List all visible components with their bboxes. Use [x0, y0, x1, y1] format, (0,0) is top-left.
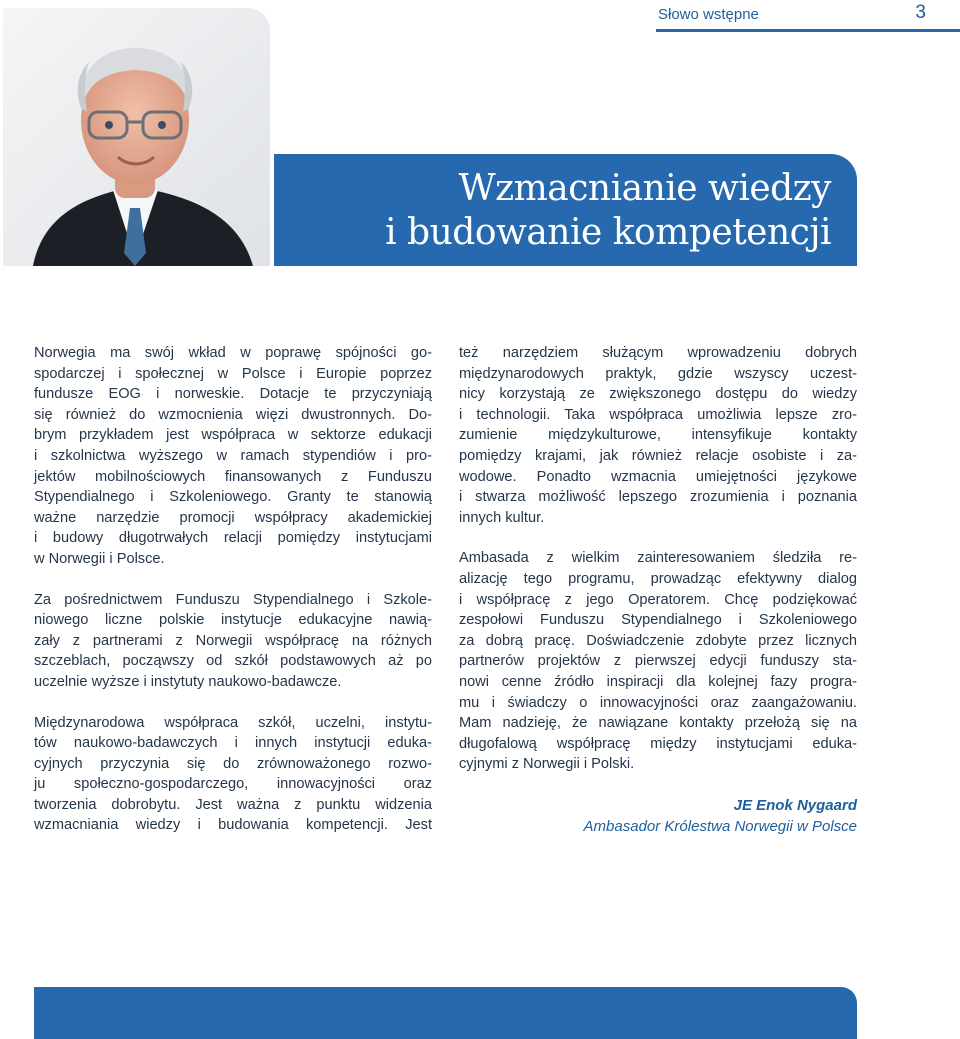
text-line: spodarczej i społecznej w Polsce i Europie poprzez: [34, 365, 432, 382]
text-line: cyjnych przyczynia się do zrównoważonego rozwo-: [34, 755, 432, 772]
text-line: Za pośrednictwem Funduszu Stypendialnego i Szkole-: [34, 591, 432, 608]
text-line: brym przykładem jest współpraca w sektorze edukacji: [34, 427, 432, 444]
signature-block: [584, 796, 857, 838]
text-line: w Norwegii i Polsce.: [34, 550, 165, 567]
text-line: innych kultur.: [459, 509, 545, 526]
footer-bar: [34, 987, 857, 1039]
text-line: zumienie międzykulturowe, intensyfikuje kontakty: [459, 427, 857, 444]
text-line: długofalową współpracę między instytucjami eduka-: [459, 735, 857, 752]
text-line: mu i świadczy o innowacyjności oraz zaangażowaniu.: [459, 694, 857, 711]
left-paragraph-2: [34, 590, 432, 693]
text-line: cyjnymi z Norwegii i Polski.: [459, 756, 635, 773]
text-line: i budowy długotrwałych relacji pomiędzy instytucjami: [34, 530, 432, 547]
text-line: nicy korzystają ze zwiększonego dostępu do wiedzy: [459, 386, 857, 403]
text-line: się również do wzmocnienia więzi dwustronnych. Do-: [34, 406, 432, 423]
text-line: ważne narzędzie promocji współpracy akademickiej: [34, 509, 432, 526]
ambassador-portrait: [3, 8, 270, 266]
text-line: zały z partnerami z Norwegii współpracę na różnych: [34, 632, 432, 649]
text-line: fundusze EOG i norweskie. Dotacje te przyczyniają: [34, 386, 432, 403]
text-line: Norwegia ma swój wkład w poprawę spójności go-: [34, 345, 432, 361]
text-line: niowego liczne polskie instytucje edukacyjne nawią-: [34, 612, 432, 629]
text-line: Międzynarodowa współpraca szkół, uczelni, instytu-: [34, 714, 432, 731]
left-column: [34, 343, 432, 836]
left-paragraph-1: [34, 343, 432, 570]
text-line: i technologii. Taka współpraca umożliwia lepsze zro-: [459, 406, 857, 423]
text-line: Ambasada z wielkim zainteresowaniem śledziła re-: [459, 550, 857, 567]
text-line: alizację tego programu, prowadząc efektywny dialog: [459, 570, 857, 587]
right-column: [459, 343, 857, 775]
text-line: za dobrą pracę. Doświadczenie zdobyte przez licznych: [459, 632, 857, 649]
page-number: 3: [915, 2, 926, 23]
page-header: [656, 0, 960, 32]
text-line: pomiędzy krajami, jak również relacje osobiste i za-: [459, 447, 857, 464]
text-line: wodowe. Ponadto wzmacnia umiejętności językowe: [459, 468, 857, 485]
text-line: Mam nadzieję, że nawiązane kontakty przełożą się na: [459, 715, 857, 732]
text-line: partnerów projektów z pierwszej edycji funduszy sta-: [459, 653, 857, 670]
text-line: i stwarza możliwość lepszego zrozumienia i poznania: [459, 489, 857, 506]
text-line: Stypendialnego i Szkoleniowego. Granty te stanowią: [34, 489, 432, 506]
title-banner: [274, 154, 857, 266]
text-line: i szkolnictwa wyższego w ramach stypendiów i pro-: [34, 447, 432, 464]
signature-title: Ambasador Królestwa Norwegii w Polsce: [583, 818, 857, 835]
signature-name: JE Enok Nygaard: [733, 797, 857, 814]
portrait-illustration: [3, 8, 270, 266]
text-line: wzmacniania wiedzy i budowania kompetencji. Jest: [34, 817, 432, 834]
text-line: szczeblach, począwszy od szkół podstawowych aż po: [34, 653, 432, 670]
text-line: zespołowi Funduszu Stypendialnego i Szkoleniowego: [459, 612, 857, 629]
text-line: tworzenia dobrobytu. Jest ważna z punktu widzenia: [34, 796, 432, 813]
left-paragraph-3: [34, 713, 432, 837]
text-line: też narzędziem służącym wprowadzeniu dobrych: [459, 345, 857, 361]
text-line: nowi cenne źródło inspiracji dla kolejnej fazy progra-: [459, 673, 857, 690]
right-paragraph-1: [459, 343, 857, 528]
section-title: Słowo wstępne: [658, 6, 759, 23]
banner-title-line-1: Wzmacnianie wiedzy: [458, 168, 831, 209]
header-rule: [656, 29, 960, 32]
banner-title-line-2: i budowanie kompetencji: [385, 212, 831, 253]
text-line: ju społeczno-gospodarczego, innowacyjności oraz: [34, 776, 432, 793]
text-line: uczelnie wyższe i instytuty naukowo-badawcze.: [34, 673, 342, 690]
text-line: tów naukowo-badawczych i innych instytucji eduka-: [34, 735, 432, 752]
text-line: międzynarodowych praktyk, gdzie wszyscy uczest-: [459, 365, 857, 382]
text-line: jektów mobilnościowych finansowanych z Funduszu: [34, 468, 432, 485]
right-paragraph-2: [459, 548, 857, 775]
text-line: i współpracę z jego Operatorem. Chcę podziękować: [459, 591, 857, 608]
